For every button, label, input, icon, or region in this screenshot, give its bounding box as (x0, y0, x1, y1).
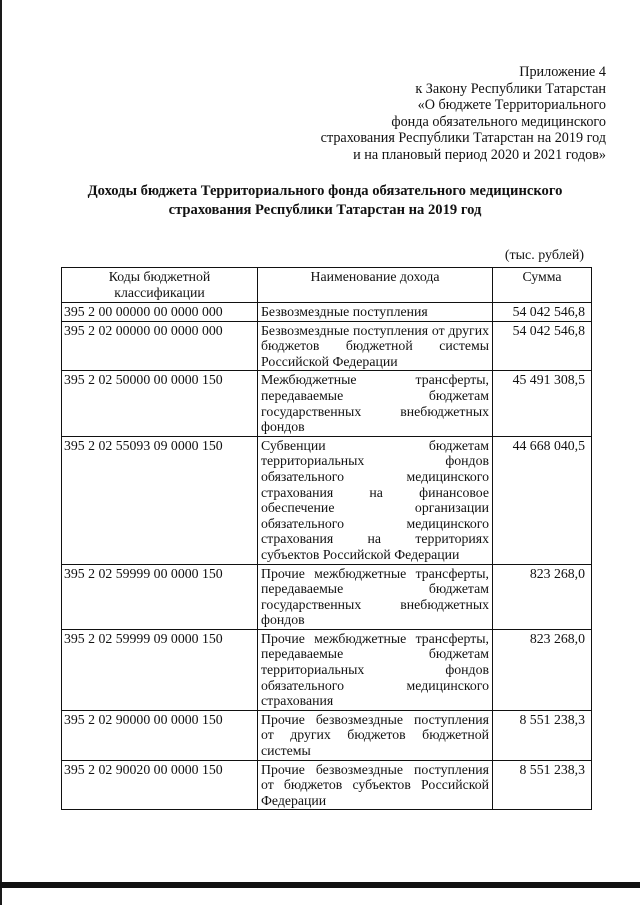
table-row (62, 371, 592, 436)
row-amount: 44 668 040,5 (493, 436, 592, 564)
row-amount: 54 042 546,8 (493, 321, 592, 371)
table-row (62, 629, 592, 710)
row-code: 395 2 02 55093 09 0000 150 (62, 436, 258, 564)
row-amount: 8 551 238,3 (493, 710, 592, 760)
table-row (62, 436, 592, 564)
appendix-header (266, 64, 606, 164)
appendix-number: Приложение 4 (519, 64, 606, 80)
table-row (62, 564, 592, 629)
row-name: Прочие межбюджетные трансферты, передаваемые бюджетам территориальных фондов обязательного медицинского страхования (258, 629, 493, 710)
row-name: Межбюджетные трансферты, передаваемые бюджетам государственных внебюджетных фондов (258, 371, 493, 436)
row-name: Прочие безвозмездные поступления от бюджетов субъектов Российской Федерации (258, 760, 493, 810)
page-bottom-edge (0, 882, 640, 888)
row-name: Субвенции бюджетам территориальных фондов обязательного медицинского страхования на финансовое обеспечение организации обязательного медицинского страхования на территориях субъектов Российской Федерации (258, 436, 493, 564)
header-name: Наименование дохода (258, 268, 493, 303)
table-row (62, 760, 592, 810)
appendix-law-title-line-2: фонда обязательного медицинского (391, 113, 606, 130)
document-title (60, 182, 590, 220)
appendix-law-title-line-4: и на плановый период 2020 и 2021 годов» (353, 146, 606, 163)
document-title-line-1: Доходы бюджета Территориального фонда обязательного медицинского (87, 183, 563, 199)
row-code: 395 2 02 59999 09 0000 150 (62, 629, 258, 710)
row-name: Безвозмездные поступления (258, 303, 493, 322)
row-amount: 45 491 308,5 (493, 371, 592, 436)
document-title-line-2: страхования Республики Татарстан на 2019 год (168, 202, 482, 218)
table-row (62, 710, 592, 760)
header-amount: Сумма (493, 268, 592, 303)
row-code: 395 2 02 00000 00 0000 000 (62, 321, 258, 371)
row-code: 395 2 02 90020 00 0000 150 (62, 760, 258, 810)
row-code: 395 2 00 00000 00 0000 000 (62, 303, 258, 322)
row-amount: 823 268,0 (493, 564, 592, 629)
row-name: Прочие безвозмездные поступления от других бюджетов бюджетной системы (258, 710, 493, 760)
row-name: Прочие межбюджетные трансферты, передаваемые бюджетам государственных внебюджетных фондов (258, 564, 493, 629)
appendix-law-title-line-3: страхования Республики Татарстан на 2019 год (320, 130, 606, 147)
income-table (61, 267, 592, 810)
units-label: (тыс. рублей) (504, 248, 584, 263)
table-header-row (62, 268, 592, 303)
page-left-edge (0, 0, 2, 905)
table-row (62, 303, 592, 322)
row-amount: 823 268,0 (493, 629, 592, 710)
row-name: Безвозмездные поступления от других бюджетов бюджетной системы Российской Федерации (258, 321, 493, 371)
row-code: 395 2 02 50000 00 0000 150 (62, 371, 258, 436)
appendix-law-title-line-1: «О бюджете Территориального (417, 97, 606, 114)
row-code: 395 2 02 59999 00 0000 150 (62, 564, 258, 629)
appendix-law-line: к Закону Республики Татарстан (415, 80, 606, 97)
row-code: 395 2 02 90000 00 0000 150 (62, 710, 258, 760)
row-amount: 54 042 546,8 (493, 303, 592, 322)
table-row (62, 321, 592, 371)
row-amount: 8 551 238,3 (493, 760, 592, 810)
header-code: Коды бюджетной классификации (62, 268, 258, 303)
